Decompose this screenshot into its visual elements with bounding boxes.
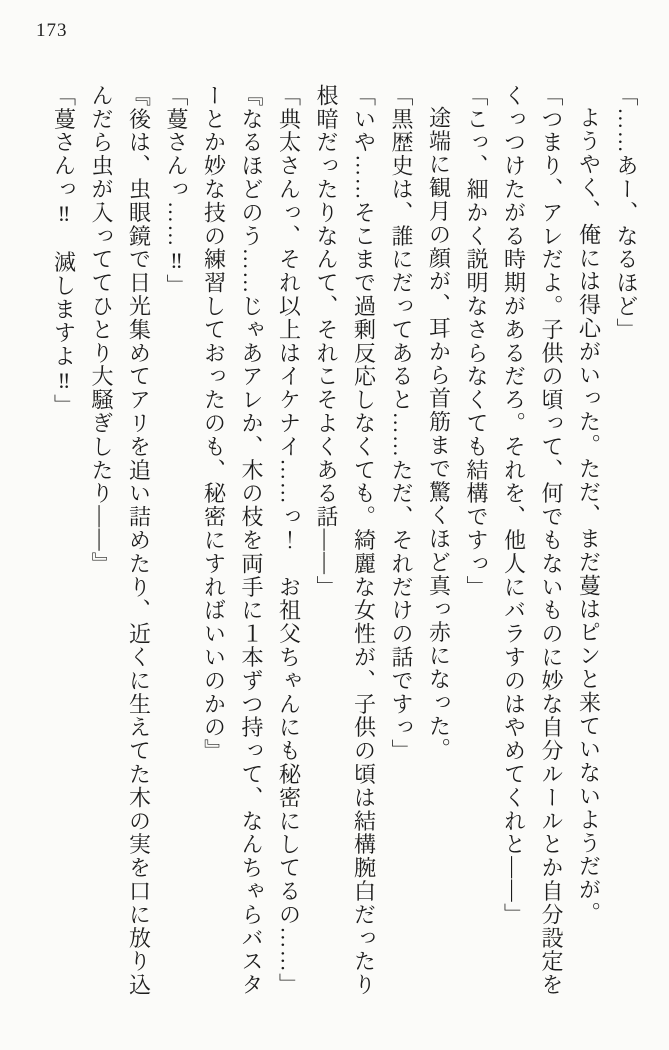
paragraph: 『なるほどのう……じゃあアレか、木の枝を両手に１本ずつ持って、なんちゃらバスターとか妙な技の練習しておったのも、秘密にすればいいのかの』 [201, 84, 264, 997]
paragraph: 「典太さんっ、それ以上はイケナイ……っ！ お祖父ちゃんにも秘密にしてるの……」 [276, 84, 302, 997]
paragraph: 「黒歴史は、誰にだってあると……ただ、それだけの話ですっ」 [389, 84, 414, 763]
paragraph: 「つまり、アレだよ。子供の頃って、何でもないものに妙な自分ルールとか自分設定をくっつけたがる時期があるだろ。それを、他人にバラすのはやめてくれと――」 [501, 84, 564, 997]
body-text [45, 84, 645, 1009]
paragraph: 「こっ、細かく説明なさらなくても結構ですっ」 [464, 84, 489, 599]
paragraph: 「蔓さんっ‼ 滅しますよ‼」 [51, 84, 77, 418]
page-number: 173 [36, 20, 68, 41]
paragraph: 『後は、虫眼鏡で日光集めてアリを追い詰めたり、近くに生えてた木の実を口に放り込んだら虫が入っててひとり大騒ぎしたり――』 [89, 84, 152, 997]
paragraph: 「蔓さんっ……‼」 [164, 84, 189, 298]
paragraph: 「いや……そこまで過剰反応しなくても。綺麗な女性が、子供の頃は結構腕白だったり根暗だったりなんて、それこそよくある話――」 [314, 84, 377, 997]
paragraph: ようやく、俺には得心がいった。ただ、まだ蔓はピンと来ていないようだが。 [576, 106, 602, 925]
paragraph: 「……あー、なるほど」 [614, 84, 639, 342]
paragraph: 途端に観月の顔が、耳から首筋まで驚くほど真っ赤になった。 [426, 106, 452, 762]
